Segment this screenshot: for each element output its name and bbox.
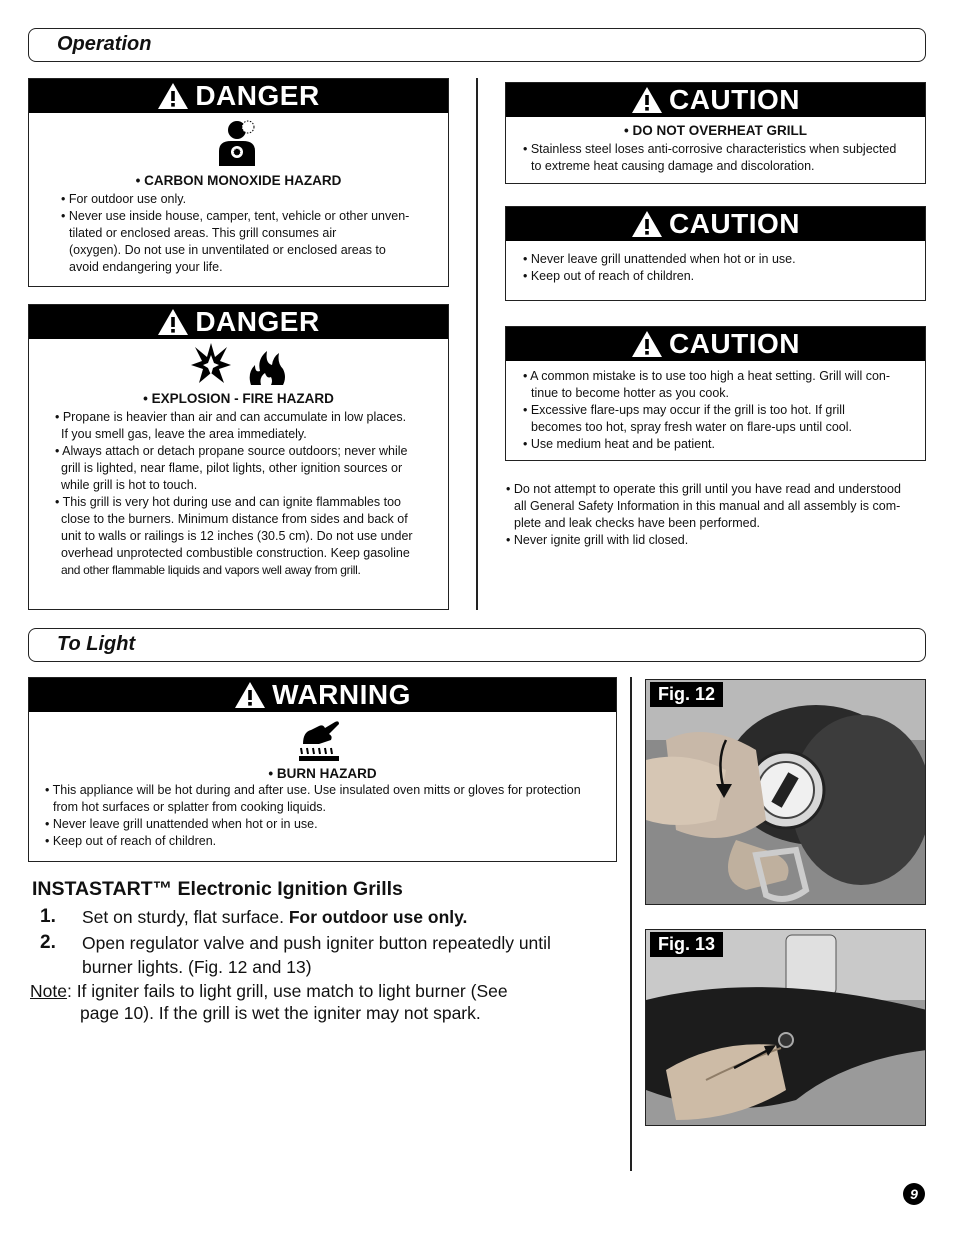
bullet-line: • This grill is very hot during use and can ignite flammables too	[55, 495, 401, 509]
section-title-to-light: To Light	[57, 633, 136, 655]
bullet-line: • Use medium heat and be patient.	[523, 437, 715, 451]
general-safety-notes	[506, 481, 926, 549]
alert-triangle-icon	[157, 82, 189, 110]
hazard-bullets	[61, 191, 441, 276]
fire-icon	[247, 347, 287, 385]
bullet-line: to extreme heat causing damage and discoloration.	[531, 159, 815, 173]
caution-header	[506, 207, 925, 241]
bullet-line: • Stainless steel loses anti-corrosive characteristics when subjected	[523, 142, 897, 156]
hand-burn-icon	[299, 718, 341, 762]
igniter-button-photo	[646, 930, 926, 1126]
hazard-title: • BURN HAZARD	[268, 766, 377, 781]
hazard-title: • EXPLOSION - FIRE HAZARD	[143, 391, 334, 406]
danger-box-carbon-monoxide	[28, 78, 449, 287]
figure-label: Fig. 13	[650, 932, 723, 957]
bullet-line: If you smell gas, leave the area immediately.	[61, 427, 307, 441]
caution-label: CAUTION	[668, 84, 801, 115]
hazard-title: • CARBON MONOXIDE HAZARD	[135, 173, 342, 188]
note-line: • Do not attempt to operate this grill until you have read and understood	[506, 482, 901, 496]
danger-header	[29, 79, 448, 113]
bullet-line: • For outdoor use only.	[61, 192, 187, 206]
alert-triangle-icon	[631, 86, 663, 114]
figure-label: Fig. 12	[650, 682, 723, 707]
hazard-bullets	[55, 409, 447, 579]
bullet-line: tilated or enclosed areas. This grill consumes air	[69, 226, 337, 240]
danger-box-explosion-fire	[28, 304, 449, 610]
bullet-line: tinue to become hotter as you cook.	[531, 386, 730, 400]
bullet-line: • Keep out of reach of children.	[45, 834, 217, 848]
step-text-bold: For outdoor use only.	[288, 907, 468, 927]
caution-bullets	[523, 368, 919, 453]
bullet-line: while grill is hot to touch.	[61, 478, 198, 492]
note-line: plete and leak checks have been performed.	[514, 516, 760, 530]
bullet-line: close to the burners. Minimum distance from sides and back of	[61, 512, 408, 526]
caution-label: CAUTION	[668, 208, 801, 239]
danger-label: DANGER	[195, 306, 320, 337]
bullet-line: avoid endangering your life.	[69, 260, 223, 274]
instastart-title: INSTASTART™ Electronic Ignition Grills	[32, 878, 403, 900]
column-divider	[476, 78, 478, 610]
bullet-line: • Never leave grill unattended when hot or in use.	[45, 817, 318, 831]
alert-triangle-icon	[234, 681, 266, 709]
bullet-line: becomes too hot, spray fresh water on flare-ups until cool.	[531, 420, 852, 434]
bullet-line: • This appliance will be hot during and after use. Use insulated oven mitts or gloves for protection	[45, 783, 581, 797]
warning-header	[29, 678, 616, 712]
note-text-line: : If igniter fails to light grill, use match to light burner (See	[66, 981, 508, 1001]
caution-header	[506, 83, 925, 117]
bullet-line: • Excessive flare-ups may occur if the grill is too hot. If grill	[523, 403, 845, 417]
caution-box-heat-setting	[505, 326, 926, 461]
bullet-line: • Propane is heavier than air and can accumulate in low places.	[55, 410, 407, 424]
note-line: all General Safety Information in this manual and all assembly is com-	[514, 499, 901, 513]
bullet-line: grill is lighted, near flame, pilot lights, other ignition sources or	[61, 461, 403, 475]
note-text-line: page 10). If the grill is wet the igniter may not spark.	[80, 1003, 481, 1023]
alert-triangle-icon	[631, 330, 663, 358]
step-number: 1.	[40, 906, 56, 927]
step-text	[82, 905, 642, 929]
bullet-line: • Never use inside house, camper, tent, vehicle or other unven-	[61, 209, 410, 223]
alert-triangle-icon	[631, 210, 663, 238]
bullet-line: from hot surfaces or splatter from cooking liquids.	[53, 800, 327, 814]
caution-box-unattended	[505, 206, 926, 301]
warning-label: WARNING	[272, 679, 411, 710]
hazard-title: • DO NOT OVERHEAT GRILL	[624, 123, 807, 138]
column-divider	[630, 677, 632, 1171]
step-text-line: Open regulator valve and push igniter button repeatedly until	[82, 933, 551, 953]
warning-box-burn-hazard	[28, 677, 617, 862]
danger-label: DANGER	[195, 80, 320, 111]
page-number-badge: 9	[903, 1183, 925, 1205]
step-text	[82, 931, 642, 979]
bullet-line: • Always attach or detach propane source outdoors; never while	[55, 444, 408, 458]
bullet-line: overhead unprotected combustible construction. Keep gasoline	[61, 546, 410, 560]
note-label: Note	[30, 981, 67, 1001]
note-line: • Never ignite grill with lid closed.	[506, 533, 689, 547]
section-bar-operation	[28, 28, 926, 62]
bullet-line: • A common mistake is to use too high a heat setting. Grill will con-	[523, 369, 891, 383]
danger-header	[29, 305, 448, 339]
bullet-line: • Keep out of reach of children.	[523, 269, 695, 283]
person-inhaling-gas-icon	[217, 119, 261, 167]
caution-bullets	[523, 251, 919, 285]
figure-13-igniter-button	[645, 929, 926, 1126]
explosion-icon	[191, 343, 231, 385]
step-text-line: burner lights. (Fig. 12 and 13)	[82, 957, 312, 977]
bullet-line: • Never leave grill unattended when hot or in use.	[523, 252, 796, 266]
caution-header	[506, 327, 925, 361]
bullet-line: and other flammable liquids and vapors well away from grill.	[61, 563, 361, 577]
bullet-line: unit to walls or railings is 12 inches (30.5 cm). Do not use under	[61, 529, 413, 543]
step-number: 2.	[40, 932, 56, 953]
alert-triangle-icon	[157, 308, 189, 336]
caution-bullets	[523, 141, 919, 175]
igniter-note	[30, 980, 590, 1024]
figure-12-regulator-valve	[645, 679, 926, 905]
section-bar-to-light	[28, 628, 926, 662]
regulator-valve-photo	[646, 680, 926, 905]
warning-bullets	[45, 782, 611, 850]
step-text-plain: Set on sturdy, flat surface.	[82, 907, 289, 927]
caution-label: CAUTION	[668, 328, 801, 359]
bullet-line: (oxygen). Do not use in unventilated or enclosed areas to	[69, 243, 386, 257]
section-title-operation: Operation	[57, 33, 152, 55]
caution-box-overheat	[505, 82, 926, 184]
